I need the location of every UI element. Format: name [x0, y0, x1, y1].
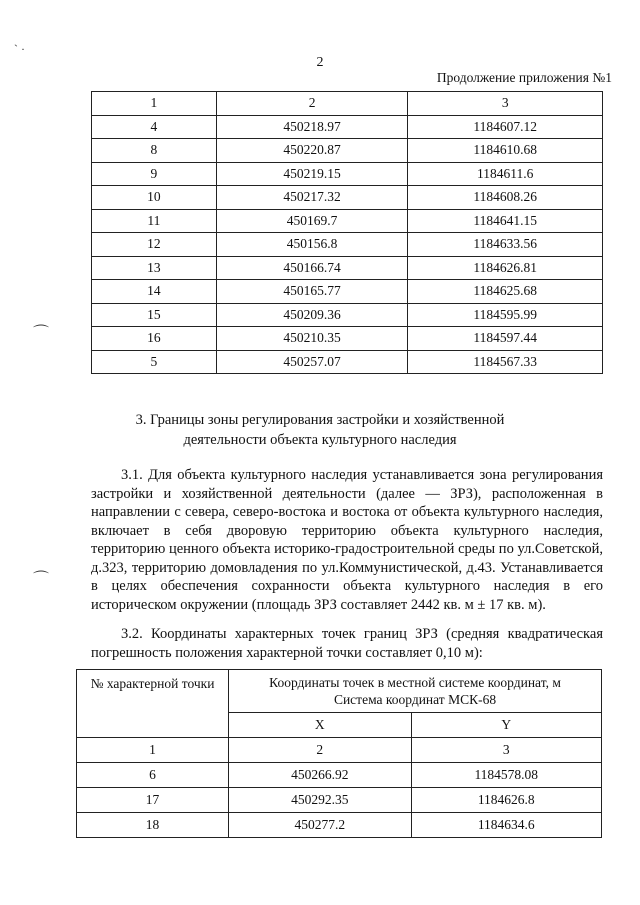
zrz-coordinates-table-body — [77, 670, 602, 838]
y-coordinate-cell: 1184595.99 — [408, 303, 603, 327]
y-coordinate-cell: 1184626.8 — [411, 788, 601, 813]
y-coordinate-cell: 1184633.56 — [408, 233, 603, 257]
x-coordinate-cell: 450266.92 — [229, 763, 411, 788]
table-row — [92, 209, 603, 233]
x-coordinate-cell: 450169.7 — [216, 209, 408, 233]
header-cell: 1 — [92, 92, 217, 116]
header-cell: 3 — [408, 92, 603, 116]
table-row — [92, 327, 603, 351]
table-row — [77, 763, 602, 788]
y-coordinate-cell: 1184607.12 — [408, 115, 603, 139]
point-number-cell: 5 — [92, 350, 217, 374]
x-coordinate-cell: 450166.74 — [216, 256, 408, 280]
point-number-cell: 16 — [92, 327, 217, 351]
x-coordinate-cell: 450217.32 — [216, 186, 408, 210]
point-number-cell: 18 — [77, 813, 229, 838]
point-number-cell: 10 — [92, 186, 217, 210]
x-coordinate-cell: 450209.36 — [216, 303, 408, 327]
section-heading — [0, 410, 640, 450]
x-coordinate-cell: 450218.97 — [216, 115, 408, 139]
page-number: 2 — [316, 55, 324, 70]
coordinates-header-line-2: Система координат МСК-68 — [333, 692, 497, 707]
table-row — [92, 256, 603, 280]
table-header-row — [92, 92, 603, 116]
header-cell: 2 — [216, 92, 408, 116]
table-row — [92, 280, 603, 304]
point-number-cell: 6 — [77, 763, 229, 788]
coordinates-table-body — [92, 92, 603, 374]
point-number-cell: 17 — [77, 788, 229, 813]
table-row — [92, 303, 603, 327]
paragraph-3-1: 3.1. Для объекта культурного наследия устанавливается зона регулирования застройки и хозяйственной деятельности (далее — ЗРЗ), расположенная в направлении с севера, северо-востока и востока от объекта культурного наследия, включает в себя дворовую территорию объекта культурного наследия, территорию ценного объекта историко-градостроительной среды по ул.Советской, д.323, территорию домовладения по ул.Коммунистической, д.43. Устанавливается в целях обеспечения сохранности объекта культурного наследия в его историческом окружении (площадь ЗРЗ составляет 2442 кв. м ± 17 кв. м). — [91, 467, 603, 613]
coordinates-table-continued — [91, 91, 603, 374]
x-coordinate-cell: 450257.07 — [216, 350, 408, 374]
section-heading-line-2: деятельности объекта культурного наследия — [183, 432, 457, 448]
table-header-row — [77, 670, 602, 713]
numbering-cell: 2 — [229, 738, 411, 763]
x-coordinate-cell: 450277.2 — [229, 813, 411, 838]
scan-mark-left-2: ⌒ — [33, 571, 50, 588]
point-number-cell: 14 — [92, 280, 217, 304]
x-coordinate-cell: 450220.87 — [216, 139, 408, 163]
x-coordinate-cell: 450219.15 — [216, 162, 408, 186]
y-coordinate-cell: 1184641.15 — [408, 209, 603, 233]
point-number-cell: 8 — [92, 139, 217, 163]
scan-mark-left-1: ⌒ — [33, 325, 50, 342]
x-coordinate-cell: 450165.77 — [216, 280, 408, 304]
point-number-cell: 13 — [92, 256, 217, 280]
table-row — [92, 186, 603, 210]
point-number-cell: 11 — [92, 209, 217, 233]
x-coordinate-cell: 450292.35 — [229, 788, 411, 813]
y-coordinate-cell: 1184611.6 — [408, 162, 603, 186]
paragraph-3-2: 3.2. Координаты характерных точек границ ЗРЗ (средняя квадратическая погрешность положения характерной точки составляет 0,10 м): — [91, 626, 603, 661]
table-row — [92, 162, 603, 186]
appendix-note: Продолжение приложения №1 — [436, 70, 612, 85]
point-number-cell: 15 — [92, 303, 217, 327]
y-coordinate-cell: 1184608.26 — [408, 186, 603, 210]
numbering-cell: 1 — [77, 738, 229, 763]
table-row — [92, 233, 603, 257]
x-coordinate-cell: 450210.35 — [216, 327, 408, 351]
table-row — [77, 813, 602, 838]
x-axis-header: X — [229, 713, 411, 738]
point-number-cell: 12 — [92, 233, 217, 257]
table-row — [77, 788, 602, 813]
y-coordinate-cell: 1184578.08 — [411, 763, 601, 788]
section-heading-line-1: 3. Границы зоны регулирования застройки и хозяйственной — [135, 412, 505, 428]
y-coordinate-cell: 1184597.44 — [408, 327, 603, 351]
coordinates-header-line-1: Координаты точек в местной системе координат, м — [269, 675, 561, 690]
table-row — [92, 115, 603, 139]
numbering-cell: 3 — [411, 738, 601, 763]
zrz-coordinates-table — [76, 669, 602, 838]
y-coordinate-cell: 1184610.68 — [408, 139, 603, 163]
x-coordinate-cell: 450156.8 — [216, 233, 408, 257]
numbering-row — [77, 738, 602, 763]
y-coordinate-cell: 1184626.81 — [408, 256, 603, 280]
point-number-header: № характерной точки — [77, 670, 229, 738]
table-row — [92, 350, 603, 374]
table-row — [92, 139, 603, 163]
coordinates-header — [229, 670, 602, 713]
y-coordinate-cell: 1184567.33 — [408, 350, 603, 374]
y-axis-header: Y — [411, 713, 601, 738]
y-coordinate-cell: 1184625.68 — [408, 280, 603, 304]
y-coordinate-cell: 1184634.6 — [411, 813, 601, 838]
point-number-cell: 9 — [92, 162, 217, 186]
scan-mark-top: ` · — [14, 42, 25, 56]
point-number-cell: 4 — [92, 115, 217, 139]
